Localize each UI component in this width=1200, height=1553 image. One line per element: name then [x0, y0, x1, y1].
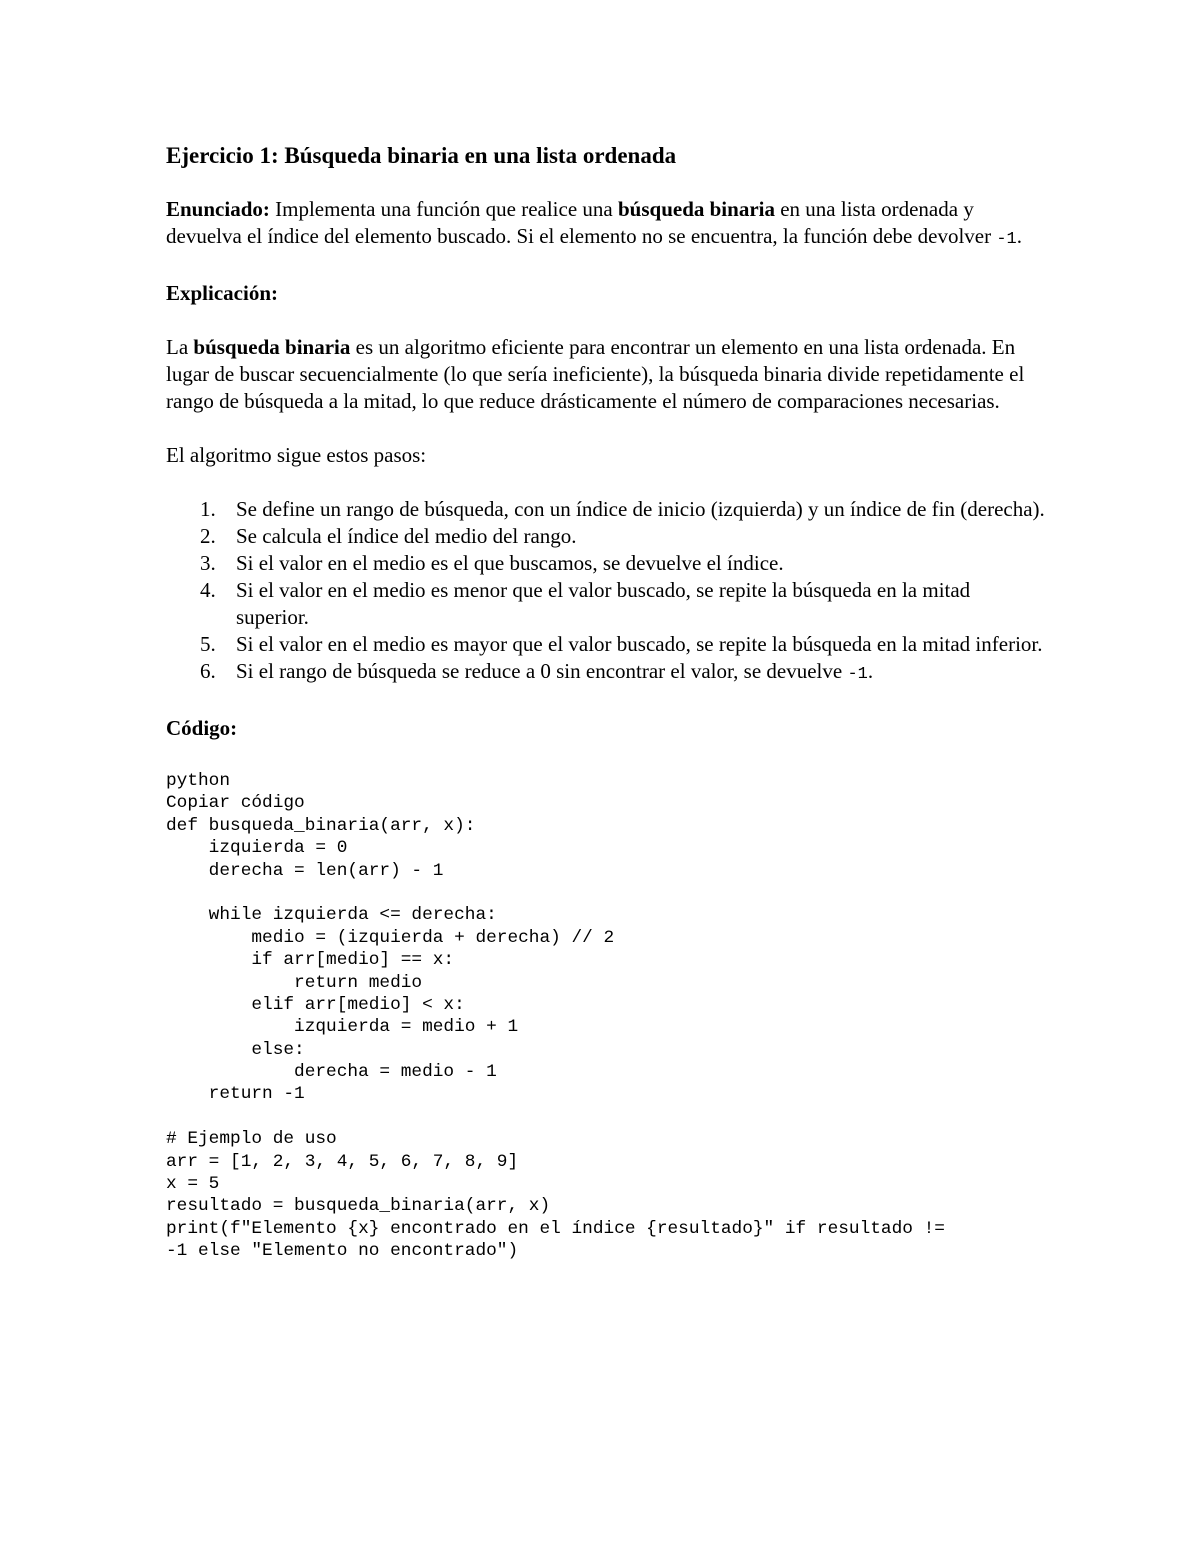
step-item: [166, 550, 1046, 577]
code-line: def busqueda_binaria(arr, x):: [166, 815, 476, 836]
enunciado-text-2: en una lista ordenada y devuelva el índice del elemento buscado. Si el elemento no se encuentra, la función debe devolver: [166, 197, 997, 248]
explicacion-text-1: La: [166, 335, 194, 359]
code-line: -1 else "Elemento no encontrado"): [166, 1241, 519, 1262]
step-item: [166, 658, 1046, 688]
enunciado-paragraph: [166, 196, 1046, 253]
code-line: izquierda = 0: [166, 838, 348, 859]
step-item: [166, 496, 1046, 523]
code-line: else:: [166, 1039, 305, 1060]
code-line: print(f"Elemento {x} encontrado en el índice {resultado}" if resultado !=: [166, 1218, 945, 1239]
step-text: Si el rango de búsqueda se reduce a 0 sin encontrar el valor, se devuelve: [236, 659, 848, 683]
step-text: Se define un rango de búsqueda, con un índice de inicio (izquierda) y un índice de fin (derecha).: [236, 497, 1045, 521]
code-line: arr = [1, 2, 3, 4, 5, 6, 7, 8, 9]: [166, 1151, 519, 1172]
code-line: [166, 1106, 1046, 1128]
step-number: 1.: [200, 497, 216, 521]
code-line: elif arr[medio] < x:: [166, 994, 465, 1015]
code-line: izquierda = medio + 1: [166, 1017, 519, 1038]
code-block: [166, 770, 1046, 1263]
step-text: Si el valor en el medio es el que buscamos, se devuelve el índice.: [236, 551, 784, 575]
code-line: python: [166, 771, 231, 791]
explicacion-text-2: es un algoritmo eficiente para encontrar un elemento en una lista ordenada. En lugar de buscar secuencialmente (lo que sería ineficiente), la búsqueda binaria divide repetidamente el rango de búsqueda a la mitad, lo que reduce drásticamente el número de comparaciones necesarias.: [166, 335, 1025, 413]
code-line: return -1: [166, 1084, 305, 1105]
step-number: 4.: [200, 578, 216, 602]
step-code: -1: [847, 665, 868, 684]
code-line: while izquierda <= derecha:: [166, 905, 497, 926]
document-page: [166, 138, 1046, 1263]
explicacion-heading: Explicación:: [166, 281, 279, 305]
explicacion-bold: búsqueda binaria: [193, 335, 351, 359]
step-text: Se calcula el índice del medio del rango.: [236, 524, 577, 548]
step-item: [166, 631, 1046, 658]
step-item: [166, 523, 1046, 550]
enunciado-text-3: .: [1016, 224, 1023, 248]
step-text: Si el valor en el medio es mayor que el valor buscado, se repite la búsqueda en la mitad inferior.: [236, 632, 1043, 656]
code-line: [166, 882, 1046, 904]
code-line: medio = (izquierda + derecha) // 2: [166, 927, 615, 948]
step-item: [166, 577, 1046, 631]
code-line: resultado = busqueda_binaria(arr, x): [166, 1196, 551, 1217]
enunciado-code: -1: [996, 230, 1017, 249]
code-line: if arr[medio] == x:: [166, 950, 455, 971]
step-number: 5.: [200, 632, 216, 656]
step-number: 6.: [200, 659, 216, 683]
step-number: 2.: [200, 524, 216, 548]
algoritmo-intro: El algoritmo sigue estos pasos:: [166, 443, 427, 467]
enunciado-text-1: Implementa una función que realice una: [269, 197, 618, 221]
step-text: Si el valor en el medio es menor que el valor buscado, se repite la búsqueda en la mitad superior.: [236, 578, 971, 629]
enunciado-label: Enunciado:: [166, 197, 270, 221]
code-line: derecha = len(arr) - 1: [166, 860, 444, 881]
steps-list: [166, 496, 1046, 688]
code-line: x = 5: [166, 1174, 220, 1195]
document-title: Ejercicio 1: Búsqueda binaria en una lista ordenada: [166, 143, 677, 168]
enunciado-bold: búsqueda binaria: [617, 197, 775, 221]
code-line: Copiar código: [166, 793, 305, 814]
step-number: 3.: [200, 551, 216, 575]
code-line: return medio: [166, 972, 423, 993]
code-line: # Ejemplo de uso: [166, 1129, 337, 1150]
codigo-heading: Código:: [166, 716, 238, 740]
code-line: derecha = medio - 1: [166, 1062, 497, 1083]
step-tail: .: [867, 659, 874, 683]
explicacion-paragraph: [166, 334, 1046, 415]
